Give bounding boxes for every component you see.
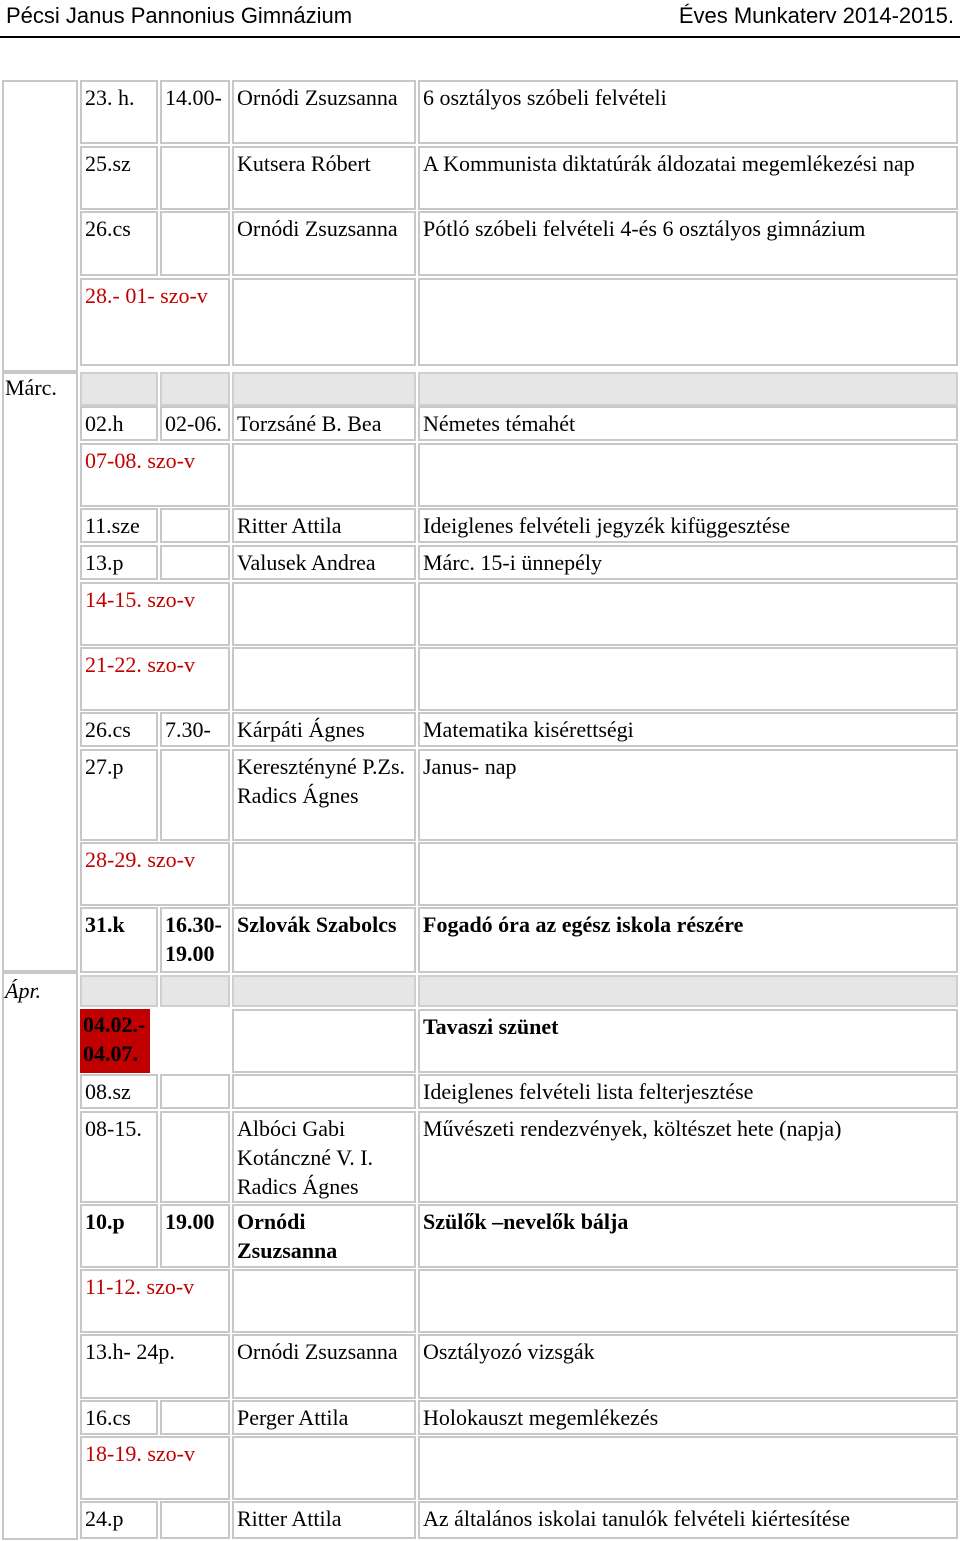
row-date: 31.k [80, 907, 158, 973]
row-person: Ornódi Zsuzsanna [232, 80, 416, 144]
separator-date-0 [80, 372, 158, 406]
row-time: 02-06. [160, 406, 230, 441]
row-date: 16.cs [80, 1400, 158, 1435]
row-date: 23. h. [80, 80, 158, 144]
row-person [232, 443, 416, 507]
row-date: 02.h [80, 406, 158, 441]
row-person: Kárpáti Ágnes [232, 712, 416, 747]
separator-event-1 [418, 975, 958, 1007]
row-event [418, 647, 958, 711]
row-person: Ornódi Zsuzsanna [232, 211, 416, 276]
row-date: 13.p [80, 545, 158, 580]
row-event: Holokauszt megemlékezés [418, 1400, 958, 1435]
row-date: 04.02.- 04.07. [80, 1009, 150, 1073]
separator-person-0 [232, 372, 416, 406]
row-event: Tavaszi szünet [418, 1009, 958, 1073]
row-event: Fogadó óra az egész iskola részére [418, 907, 958, 973]
row-person: Kutsera Róbert [232, 146, 416, 210]
row-date: 25.sz [80, 146, 158, 210]
separator-person-1 [232, 975, 416, 1007]
row-date: 24.p [80, 1501, 158, 1539]
month-label-apr: Ápr. [5, 978, 42, 1003]
row-event [418, 1436, 958, 1500]
row-date: 26.cs [80, 211, 158, 276]
row-person: Albóci Gabi Kotánczné V. I. Radics Ágnes [232, 1111, 416, 1203]
row-person: Valusek Andrea [232, 545, 416, 580]
row-time: 7.30- [160, 712, 230, 747]
row-event: Németes témahét [418, 406, 958, 441]
row-time [160, 545, 230, 580]
row-date: 07-08. szo-v [80, 443, 230, 507]
separator-date-1 [80, 975, 158, 1007]
row-person [232, 1269, 416, 1333]
row-date: 27.p [80, 749, 158, 841]
row-date: 26.cs [80, 712, 158, 747]
row-event: A Kommunista diktatúrák áldozatai megemlékezési nap [418, 146, 958, 210]
row-time: 14.00- [160, 80, 230, 144]
row-person: Ritter Attila [232, 508, 416, 543]
row-event: Janus- nap [418, 749, 958, 841]
row-date: 18-19. szo-v [80, 1436, 230, 1500]
row-person: Ritter Attila [232, 1501, 416, 1539]
row-person [232, 278, 416, 366]
row-date: 14-15. szo-v [80, 582, 230, 646]
row-person: Keresztényné P.Zs. Radics Ágnes [232, 749, 416, 841]
row-date: 21-22. szo-v [80, 647, 230, 711]
row-event: Az általános iskolai tanulók felvételi kiértesítése [418, 1501, 958, 1539]
row-event [418, 842, 958, 906]
row-event [418, 443, 958, 507]
row-person [232, 1074, 416, 1109]
row-time [160, 146, 230, 210]
row-person [232, 842, 416, 906]
row-date: 11.sze [80, 508, 158, 543]
row-date: 08-15. [80, 1111, 158, 1203]
row-person [232, 1009, 416, 1073]
month-cell-marc [2, 372, 78, 972]
row-time [160, 1074, 230, 1109]
plan-title: Éves Munkaterv 2014-2015. [678, 3, 954, 28]
row-time: 19.00 [160, 1204, 230, 1268]
row-time [160, 1501, 230, 1539]
month-cell-feb [2, 80, 78, 372]
row-event [418, 582, 958, 646]
row-date: 08.sz [80, 1074, 158, 1109]
row-event: Szülők –nevelők bálja [418, 1204, 958, 1268]
row-date: 13.h- 24p. [80, 1334, 230, 1399]
row-event [418, 1269, 958, 1333]
row-date: 11-12. szo-v [80, 1269, 230, 1333]
row-event: Matematika kisérettségi [418, 712, 958, 747]
row-event: Osztályozó vizsgák [418, 1334, 958, 1399]
row-time [160, 1111, 230, 1203]
row-time [160, 508, 230, 543]
row-event: Művészeti rendezvények, költészet hete (napja) [418, 1111, 958, 1203]
row-person: Ornódi Zsuzsanna [232, 1334, 416, 1399]
row-event: Márc. 15-i ünnepély [418, 545, 958, 580]
row-date: 28.- 01- szo-v [80, 278, 230, 366]
row-person: Perger Attila [232, 1400, 416, 1435]
row-person: Ornódi Zsuzsanna [232, 1204, 416, 1268]
row-time: 16.30- 19.00 [160, 907, 230, 973]
row-person [232, 647, 416, 711]
separator-time-1 [160, 975, 230, 1007]
row-time [160, 749, 230, 841]
row-time [160, 1400, 230, 1435]
row-event [418, 278, 958, 366]
separator-time-0 [160, 372, 230, 406]
row-person [232, 1436, 416, 1500]
row-person: Torzsáné B. Bea [232, 406, 416, 441]
row-event: Ideiglenes felvételi lista felterjesztése [418, 1074, 958, 1109]
month-label-marc: Márc. [5, 375, 57, 400]
row-event: Ideiglenes felvételi jegyzék kifüggesztése [418, 508, 958, 543]
school-name: Pécsi Janus Pannonius Gimnázium [6, 3, 353, 28]
month-cell-apr [2, 972, 78, 1540]
row-event: 6 osztályos szóbeli felvételi [418, 80, 958, 144]
row-person: Szlovák Szabolcs [232, 907, 416, 973]
row-time [160, 211, 230, 276]
row-date: 28-29. szo-v [80, 842, 230, 906]
row-event: Pótló szóbeli felvételi 4-és 6 osztályos gimnázium [418, 211, 958, 276]
separator-event-0 [418, 372, 958, 406]
row-date: 10.p [80, 1204, 158, 1268]
row-person [232, 582, 416, 646]
